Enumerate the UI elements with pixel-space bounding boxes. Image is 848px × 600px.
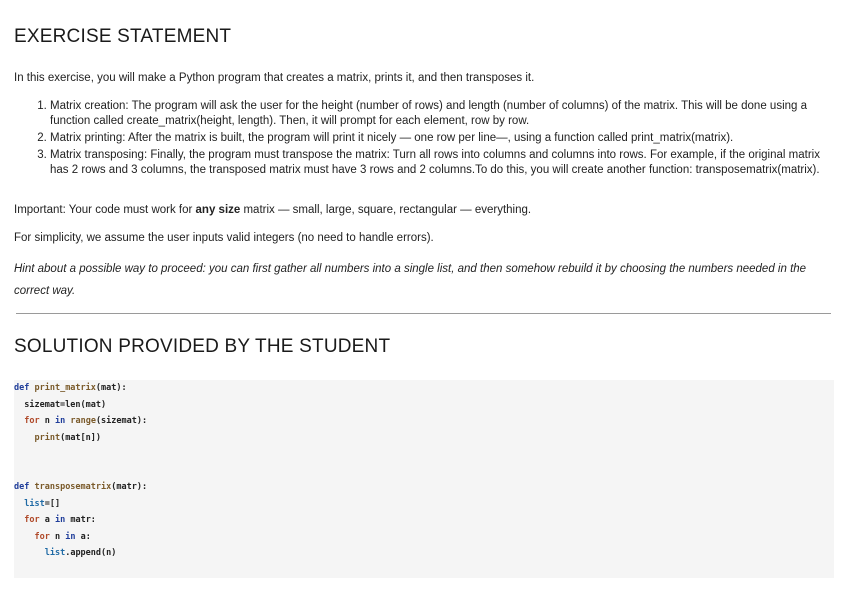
code-line-5 (14, 446, 834, 463)
code-text: n (49, 531, 66, 542)
code-text: (mat[n]) (60, 432, 102, 443)
code-text: (matr): (111, 482, 148, 492)
code-keyword: in (54, 416, 66, 426)
code-keyword: for (34, 531, 50, 542)
code-text: .append(n) (65, 548, 117, 558)
code-text: sizemat=len(mat) (14, 399, 107, 410)
important-suffix: matrix — small, large, square, rectangular — everything. (240, 204, 532, 216)
code-builtin: list (24, 498, 45, 509)
intro-paragraph: In this exercise, you will make a Python program that creates a matrix, prints it, and then transposes it. (14, 72, 535, 84)
important-emphasis: any size (195, 204, 241, 216)
code-keyword: in (54, 515, 66, 525)
code-line-2 (14, 397, 834, 414)
important-paragraph (14, 203, 834, 218)
code-line-6 (14, 463, 834, 480)
code-line-3 (14, 413, 834, 430)
code-line-11 (14, 545, 834, 562)
code-text: (sizemat): (95, 416, 148, 426)
code-keyword: for (24, 416, 40, 426)
code-keyword: def (14, 383, 30, 393)
code-text: =[] (44, 498, 61, 509)
code-text: n (39, 416, 55, 426)
section-divider (16, 313, 831, 314)
step-item-matrix-creation: 1. Matrix creation: The program will ask the user for the height (number of rows) and length (number of columns) of the matrix. This will be done using a function called create_matrix(height, length). Then, it will prompt for each element, row by row. (50, 99, 840, 129)
code-block[interactable] (14, 380, 834, 578)
code-text: matr: (65, 515, 96, 525)
code-line-10 (14, 529, 834, 546)
code-keyword: for (24, 515, 40, 525)
code-function-name: transposematrix (34, 482, 112, 492)
code-builtin: range (70, 416, 96, 426)
code-builtin: print (34, 432, 61, 443)
important-prefix: Important: Your code must work for (14, 204, 196, 216)
code-builtin: list (44, 548, 66, 558)
step-item-matrix-printing: 2. Matrix printing: After the matrix is built, the program will print it nicely — one row per line—, using a function called print_matrix(matrix). (50, 131, 840, 146)
hint-paragraph: Hint about a possible way to proceed: you can first gather all numbers into a single list, and then somehow rebuild it by choosing the numbers needed in the correct way. (14, 263, 807, 297)
simplicity-paragraph: For simplicity, we assume the user inputs valid integers (no need to handle errors). (14, 232, 434, 244)
code-function-name: print_matrix (34, 383, 96, 393)
code-line-1 (14, 380, 834, 397)
exercise-heading: EXERCISE STATEMENT (14, 26, 232, 47)
step-item-matrix-transposing: 3. Matrix transposing: Finally, the program must transpose the matrix: Turn all rows into columns and columns into rows. For example, if the original matrix has 2 rows and 3 columns, the transposed matrix must have 3 rows and 2 columns.To do this, you will create another function: transposematrix(matrix). (50, 148, 840, 178)
code-text: a: (75, 531, 91, 542)
steps-list (14, 99, 840, 180)
code-keyword: def (14, 482, 30, 492)
code-line-9 (14, 512, 834, 529)
code-line-4 (14, 430, 834, 447)
code-text: (mat): (95, 383, 127, 393)
solution-heading: SOLUTION PROVIDED BY THE STUDENT (14, 336, 391, 357)
code-keyword: in (65, 531, 76, 542)
code-text: a (39, 515, 55, 525)
code-line-7 (14, 479, 834, 496)
code-line-8 (14, 496, 834, 513)
